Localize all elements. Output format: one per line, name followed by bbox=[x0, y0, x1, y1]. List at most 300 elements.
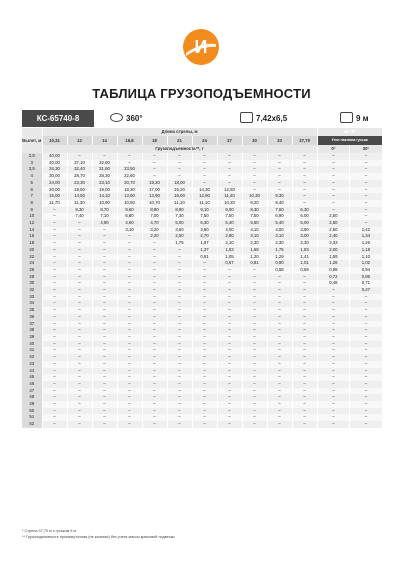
capacity-cell: 30,00 bbox=[42, 173, 67, 180]
capacity-cell: 11,10 bbox=[167, 200, 192, 207]
capacity-cell: 3,00 bbox=[292, 233, 317, 240]
capacity-cell: – bbox=[292, 294, 317, 301]
capacity-cell: – bbox=[192, 294, 217, 301]
capacity-cell: – bbox=[292, 347, 317, 354]
capacity-cell: – bbox=[242, 347, 267, 354]
capacity-cell: – bbox=[242, 361, 267, 368]
capacity-cell: – bbox=[42, 247, 67, 254]
capacity-cell: – bbox=[92, 374, 117, 381]
table-row bbox=[22, 327, 382, 334]
table-row bbox=[22, 408, 382, 415]
boom-length-cell: 21 bbox=[167, 136, 192, 145]
reach-cell: 35 bbox=[22, 307, 42, 314]
capacity-cell: – bbox=[92, 354, 117, 361]
capacity-cell: – bbox=[217, 173, 242, 180]
capacity-cell: – bbox=[317, 321, 350, 328]
capacity-cell: – bbox=[192, 327, 217, 334]
capacity-cell: – bbox=[67, 361, 92, 368]
capacity-cell: – bbox=[350, 160, 383, 167]
capacity-cell: – bbox=[142, 374, 167, 381]
capacity-cell: – bbox=[242, 300, 267, 307]
capacity-cell: 6,90 bbox=[267, 213, 292, 220]
capacity-cell: – bbox=[267, 160, 292, 167]
capacity-cell: – bbox=[242, 368, 267, 375]
capacity-cell: – bbox=[167, 347, 192, 354]
capacity-cell: – bbox=[117, 361, 142, 368]
capacity-cell: – bbox=[217, 341, 242, 348]
capacity-cell: 8,40 bbox=[267, 200, 292, 207]
capacity-cell: 6,80 bbox=[117, 213, 142, 220]
capacity-cell: – bbox=[267, 166, 292, 173]
capacity-cell: – bbox=[350, 173, 383, 180]
boom-length-cell: 37,79 bbox=[292, 136, 317, 145]
capacity-cell: – bbox=[217, 381, 242, 388]
capacity-cell: 1,83 bbox=[292, 247, 317, 254]
capacity-cell: 15,20 bbox=[167, 187, 192, 194]
capacity-cell: – bbox=[117, 307, 142, 314]
capacity-cell: – bbox=[217, 294, 242, 301]
capacity-cell: – bbox=[350, 180, 383, 187]
capacity-cell: 2,40 bbox=[317, 233, 350, 240]
capacity-cell: – bbox=[217, 180, 242, 187]
capacity-cell: – bbox=[142, 307, 167, 314]
capacity-cell: – bbox=[42, 207, 67, 214]
capacity-cell: – bbox=[92, 334, 117, 341]
capacity-cell: – bbox=[192, 166, 217, 173]
capacity-cell: – bbox=[350, 153, 383, 160]
capacity-cell: – bbox=[242, 354, 267, 361]
capacity-cell: – bbox=[267, 180, 292, 187]
capacity-cell: – bbox=[192, 374, 217, 381]
capacity-cell: – bbox=[117, 414, 142, 421]
capacity-cell: – bbox=[117, 260, 142, 267]
capacity-cell: – bbox=[192, 361, 217, 368]
capacity-cell: 34,30 bbox=[42, 166, 67, 173]
capacity-cell: – bbox=[192, 334, 217, 341]
capacity-cell: – bbox=[350, 341, 383, 348]
footnotes bbox=[22, 528, 382, 540]
capacity-cell: – bbox=[42, 334, 67, 341]
capacity-cell: – bbox=[317, 207, 350, 214]
table-row bbox=[22, 334, 382, 341]
boom-length-cell: 24 bbox=[192, 136, 217, 145]
reach-cell: 7 bbox=[22, 193, 42, 200]
capacity-cell: – bbox=[317, 327, 350, 334]
capacity-cell: 3,10 bbox=[267, 233, 292, 240]
capacity-cell: 7,30 bbox=[167, 213, 192, 220]
capacity-cell: – bbox=[292, 381, 317, 388]
capacity-cell: – bbox=[67, 374, 92, 381]
capacity-cell: – bbox=[350, 368, 383, 375]
capacity-cell: – bbox=[167, 401, 192, 408]
capacity-cell: – bbox=[292, 193, 317, 200]
capacity-cell: – bbox=[267, 314, 292, 321]
capacity-cell: – bbox=[167, 307, 192, 314]
capacity-cell: – bbox=[350, 314, 383, 321]
table-row bbox=[22, 374, 382, 381]
capacity-cell: – bbox=[142, 160, 167, 167]
capacity-cell: – bbox=[292, 300, 317, 307]
capacity-cell: 2,30 bbox=[267, 240, 292, 247]
reach-cell: 5 bbox=[22, 180, 42, 187]
capacity-cell: – bbox=[42, 274, 67, 281]
capacity-cell: – bbox=[242, 414, 267, 421]
capacity-cell: – bbox=[42, 414, 67, 421]
capacity-cell: – bbox=[117, 394, 142, 401]
capacity-cell: – bbox=[67, 233, 92, 240]
capacity-cell: 3,10 bbox=[117, 227, 142, 234]
capacity-cell: – bbox=[67, 260, 92, 267]
capacity-cell: – bbox=[42, 294, 67, 301]
capacity-cell: – bbox=[117, 381, 142, 388]
capacity-cell: – bbox=[167, 414, 192, 421]
capacity-cell: 1,59 bbox=[317, 254, 350, 261]
capacity-cell: – bbox=[67, 280, 92, 287]
capacity-cell: – bbox=[42, 388, 67, 395]
capacity-cell: – bbox=[192, 408, 217, 415]
capacity-cell: – bbox=[42, 280, 67, 287]
reach-cell: 51 bbox=[22, 414, 42, 421]
capacity-cell: 9,00 bbox=[217, 207, 242, 214]
table-row bbox=[22, 193, 382, 200]
capacity-cell: 10,50 bbox=[117, 200, 142, 207]
capacity-cell: – bbox=[242, 307, 267, 314]
reach-cell: 33 bbox=[22, 294, 42, 301]
capacity-cell: 0,58 bbox=[267, 267, 292, 274]
capacity-cell: 2,50 bbox=[317, 220, 350, 227]
logo-letter: И bbox=[194, 37, 208, 57]
table-row bbox=[22, 347, 382, 354]
capacity-cell: 2,90 bbox=[217, 233, 242, 240]
capacity-cell: 15,00 bbox=[42, 193, 67, 200]
capacity-cell: – bbox=[217, 361, 242, 368]
reach-cell: 12 bbox=[22, 220, 42, 227]
capacity-cell: – bbox=[117, 153, 142, 160]
capacity-cell: – bbox=[142, 361, 167, 368]
capacity-cell: – bbox=[192, 274, 217, 281]
table-row bbox=[22, 254, 382, 261]
boom-length-cell: 27 bbox=[217, 136, 242, 145]
capacity-cell: 1,75 bbox=[167, 240, 192, 247]
reach-cell: 30 bbox=[22, 280, 42, 287]
capacity-cell: – bbox=[117, 421, 142, 428]
capacity-cell: – bbox=[292, 354, 317, 361]
capacity-cell: 4,60 bbox=[117, 220, 142, 227]
capacity-cell: – bbox=[92, 287, 117, 294]
capacity-cell: 4,00 bbox=[267, 227, 292, 234]
capacity-cell: 5,50 bbox=[242, 220, 267, 227]
capacity-cell: – bbox=[67, 368, 92, 375]
capacity-cell: – bbox=[117, 354, 142, 361]
capacity-cell: – bbox=[92, 254, 117, 261]
capacity-cell: 6,00 bbox=[292, 213, 317, 220]
capacity-cell: – bbox=[267, 347, 292, 354]
capacity-cell: – bbox=[167, 368, 192, 375]
reach-cell: 34 bbox=[22, 300, 42, 307]
capacity-cell: – bbox=[92, 294, 117, 301]
capacity-cell: – bbox=[67, 220, 92, 227]
reach-cell: 4 bbox=[22, 173, 42, 180]
capacity-cell: 40,00 bbox=[42, 160, 67, 167]
capacity-cell: – bbox=[292, 166, 317, 173]
capacity-cell: – bbox=[292, 341, 317, 348]
capacity-cell: 37,10 bbox=[67, 160, 92, 167]
capacity-cell: – bbox=[167, 254, 192, 261]
capacity-cell: – bbox=[42, 254, 67, 261]
capacity-cell: 0,81 bbox=[242, 260, 267, 267]
capacity-cell: – bbox=[92, 267, 117, 274]
capacity-cell: – bbox=[242, 267, 267, 274]
capacity-cell: – bbox=[217, 394, 242, 401]
capacity-cell: – bbox=[142, 300, 167, 307]
capacity-cell: – bbox=[350, 300, 383, 307]
capacity-cell: – bbox=[92, 421, 117, 428]
boom-length-cell: 14 bbox=[92, 136, 117, 145]
capacity-cell: – bbox=[267, 187, 292, 194]
capacity-cell: – bbox=[92, 247, 117, 254]
reach-cell: 14 bbox=[22, 227, 42, 234]
capacity-cell: 4,10 bbox=[242, 227, 267, 234]
jib-header: 46,79* bbox=[317, 128, 382, 136]
capacity-cell: – bbox=[42, 347, 67, 354]
rotation-icon bbox=[110, 113, 123, 122]
capacity-cell: – bbox=[292, 160, 317, 167]
capacity-cell: – bbox=[267, 274, 292, 281]
capacity-cell: 1,68 bbox=[242, 247, 267, 254]
capacity-cell: – bbox=[317, 368, 350, 375]
table-row bbox=[22, 220, 382, 227]
capacity-cell: – bbox=[317, 314, 350, 321]
capacity-cell: – bbox=[242, 274, 267, 281]
capacity-cell: – bbox=[142, 327, 167, 334]
capacity-cell: – bbox=[350, 347, 383, 354]
rotation-value: 360° bbox=[126, 114, 143, 123]
capacity-cell: 31,60 bbox=[92, 166, 117, 173]
capacity-cell: – bbox=[92, 327, 117, 334]
capacity-cell: – bbox=[292, 173, 317, 180]
capacity-cell: – bbox=[142, 408, 167, 415]
capacity-cell: 0,48 bbox=[317, 280, 350, 287]
capacity-cell: – bbox=[317, 421, 350, 428]
capacity-cell: 12,50 bbox=[217, 187, 242, 194]
capacity-cell: – bbox=[142, 260, 167, 267]
capacity-cell: 8,60 bbox=[117, 207, 142, 214]
table-row bbox=[22, 233, 382, 240]
capacity-cell: – bbox=[242, 287, 267, 294]
capacity-cell: – bbox=[317, 341, 350, 348]
reach-cell: 43 bbox=[22, 361, 42, 368]
capacity-cell: – bbox=[42, 374, 67, 381]
capacity-cell: – bbox=[292, 368, 317, 375]
capacity-cell: – bbox=[67, 414, 92, 421]
capacity-cell: 1,97 bbox=[192, 240, 217, 247]
boom-length-cell: 30 bbox=[242, 136, 267, 145]
capacity-cell: – bbox=[292, 388, 317, 395]
footnote-2: ** Грузоподъемность промежуточная (не качатая) без учета массы крюковой подвески bbox=[22, 535, 175, 539]
capacity-cell: – bbox=[117, 274, 142, 281]
capacity-cell: – bbox=[317, 374, 350, 381]
capacity-cell: – bbox=[167, 274, 192, 281]
capacity-cell: – bbox=[292, 408, 317, 415]
reach-cell: 52 bbox=[22, 421, 42, 428]
capacity-cell: – bbox=[350, 374, 383, 381]
capacity-cell: 10,90 bbox=[92, 200, 117, 207]
table-row bbox=[22, 354, 382, 361]
capacity-cell: – bbox=[167, 294, 192, 301]
capacity-cell: – bbox=[292, 321, 317, 328]
capacity-cell: – bbox=[192, 394, 217, 401]
capacity-cell: 1,05 bbox=[217, 254, 242, 261]
table-row bbox=[22, 341, 382, 348]
capacity-cell: – bbox=[192, 153, 217, 160]
capacity-cell: 0,69 bbox=[292, 267, 317, 274]
capacity-cell: 2,20 bbox=[142, 233, 167, 240]
capacity-cell: 0,94 bbox=[350, 267, 383, 274]
capacity-rows bbox=[22, 153, 382, 428]
capacity-cell: – bbox=[117, 267, 142, 274]
capacity-cell: 18,00 bbox=[167, 180, 192, 187]
capacity-cell: – bbox=[350, 414, 383, 421]
capacity-cell: 0,72 bbox=[317, 274, 350, 281]
capacity-cell: – bbox=[92, 388, 117, 395]
reach-cell: 47 bbox=[22, 388, 42, 395]
reach-header: Вылет, м bbox=[22, 128, 42, 153]
capacity-cell: – bbox=[67, 321, 92, 328]
spec-bar bbox=[22, 110, 382, 127]
capacity-cell: 23,10 bbox=[92, 180, 117, 187]
capacity-cell: – bbox=[192, 300, 217, 307]
capacity-cell: – bbox=[117, 300, 142, 307]
table-row bbox=[22, 307, 382, 314]
capacity-cell: 13,90 bbox=[142, 193, 167, 200]
capacity-cell: – bbox=[192, 368, 217, 375]
capacity-cell: 0,86 bbox=[350, 274, 383, 281]
capacity-cell: – bbox=[292, 287, 317, 294]
capacity-cell: – bbox=[142, 280, 167, 287]
capacity-cell: – bbox=[42, 341, 67, 348]
capacity-cell: 7,50 bbox=[217, 213, 242, 220]
table-row bbox=[22, 300, 382, 307]
jib-angle-header: Угол наклона гуська bbox=[317, 136, 382, 145]
capacity-cell: – bbox=[267, 361, 292, 368]
capacity-cell: – bbox=[317, 180, 350, 187]
capacity-cell: 5,40 bbox=[217, 220, 242, 227]
capacity-cell: – bbox=[242, 160, 267, 167]
capacity-cell: – bbox=[192, 341, 217, 348]
capacity-cell: – bbox=[267, 374, 292, 381]
capacity-cell: – bbox=[142, 240, 167, 247]
reach-cell: 24 bbox=[22, 260, 42, 267]
capacity-cell: – bbox=[242, 327, 267, 334]
capacity-cell: 5,30 bbox=[192, 220, 217, 227]
capacity-cell: – bbox=[192, 421, 217, 428]
capacity-cell: – bbox=[192, 180, 217, 187]
table-row bbox=[22, 381, 382, 388]
table-row bbox=[22, 180, 382, 187]
capacity-cell: 0,98 bbox=[317, 267, 350, 274]
capacity-cell: – bbox=[350, 401, 383, 408]
capacity-cell: – bbox=[192, 354, 217, 361]
capacity-cell: 32,60 bbox=[92, 160, 117, 167]
reach-cell: 2,8 bbox=[22, 153, 42, 160]
capacity-cell: 9,10 bbox=[192, 207, 217, 214]
capacity-cell: 11,40 bbox=[217, 193, 242, 200]
capacity-cell: – bbox=[242, 408, 267, 415]
boom-length-cell: 12 bbox=[67, 136, 92, 145]
reach-cell: 49 bbox=[22, 401, 42, 408]
capacity-cell: – bbox=[242, 321, 267, 328]
boom-length-cell: 16,8 bbox=[117, 136, 142, 145]
capacity-cell: – bbox=[67, 287, 92, 294]
capacity-cell: 2,50 bbox=[317, 213, 350, 220]
capacity-cell: – bbox=[142, 341, 167, 348]
capacity-cell: – bbox=[192, 321, 217, 328]
capacity-cell: – bbox=[92, 240, 117, 247]
capacity-cell: – bbox=[142, 153, 167, 160]
reach-cell: 36 bbox=[22, 314, 42, 321]
capacity-cell: 12,90 bbox=[192, 193, 217, 200]
capacity-cell: 11,30 bbox=[67, 200, 92, 207]
capacity-cell: – bbox=[142, 321, 167, 328]
capacity-cell: – bbox=[217, 267, 242, 274]
capacity-cell: – bbox=[350, 220, 383, 227]
capacity-cell: – bbox=[142, 414, 167, 421]
boom-length-header: Длина стрелы, м bbox=[42, 128, 317, 136]
reach-cell: 38 bbox=[22, 327, 42, 334]
reach-cell: 20 bbox=[22, 247, 42, 254]
capacity-cell: – bbox=[192, 401, 217, 408]
capacity-cell: – bbox=[117, 401, 142, 408]
capacity-cell: – bbox=[292, 187, 317, 194]
capacity-cell: – bbox=[350, 394, 383, 401]
capacity-cell: – bbox=[142, 254, 167, 261]
capacity-cell: – bbox=[42, 240, 67, 247]
capacity-cell: 2,10 bbox=[217, 240, 242, 247]
capacity-cell: – bbox=[42, 368, 67, 375]
capacity-cell: 8,30 bbox=[242, 207, 267, 214]
capacity-cell: – bbox=[267, 287, 292, 294]
reach-cell: 45 bbox=[22, 374, 42, 381]
reach-cell: 3,5 bbox=[22, 166, 42, 173]
capacity-cell: 19,00 bbox=[92, 187, 117, 194]
capacity-cell: – bbox=[350, 166, 383, 173]
capacity-cell: – bbox=[242, 173, 267, 180]
capacity-cell: – bbox=[167, 394, 192, 401]
capacity-cell: – bbox=[317, 354, 350, 361]
table-row bbox=[22, 187, 382, 194]
capacity-cell: – bbox=[142, 368, 167, 375]
table-row bbox=[22, 227, 382, 234]
capacity-cell: – bbox=[42, 327, 67, 334]
capacity-cell: – bbox=[142, 394, 167, 401]
capacity-cell: – bbox=[167, 381, 192, 388]
capacity-cell: – bbox=[167, 300, 192, 307]
capacity-cell: 1,34 bbox=[350, 233, 383, 240]
capacity-cell: – bbox=[192, 260, 217, 267]
capacity-cell: – bbox=[117, 347, 142, 354]
capacity-cell: – bbox=[350, 213, 383, 220]
capacity-cell: 4,90 bbox=[92, 220, 117, 227]
capacity-cell: – bbox=[350, 307, 383, 314]
capacity-cell: – bbox=[142, 388, 167, 395]
capacity-cell: 4,70 bbox=[142, 220, 167, 227]
table-row bbox=[22, 321, 382, 328]
capacity-cell: – bbox=[242, 341, 267, 348]
capacity-cell: – bbox=[350, 200, 383, 207]
capacity-cell: – bbox=[92, 227, 117, 234]
capacity-cell: 1,29 bbox=[267, 254, 292, 261]
capacity-cell: – bbox=[92, 401, 117, 408]
